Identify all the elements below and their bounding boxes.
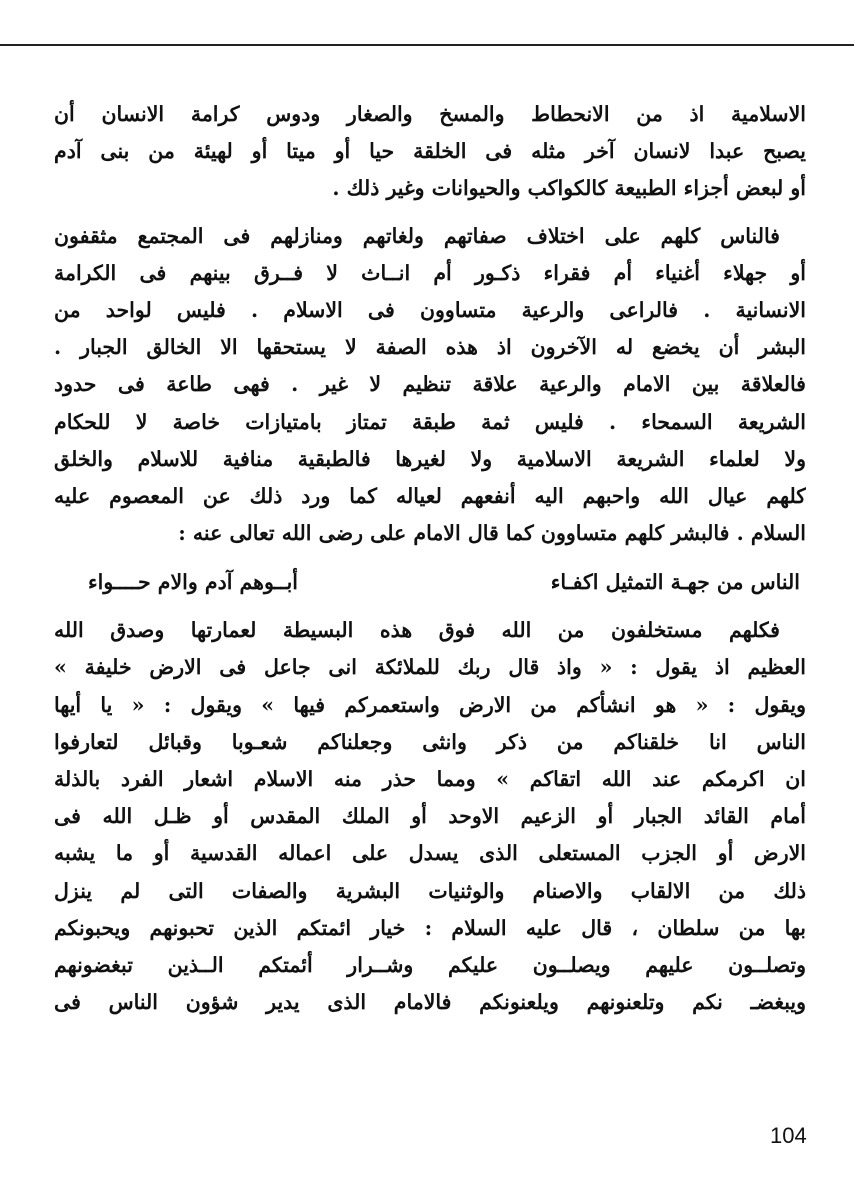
text-line: أو جهلاء أغنياء أم فقراء ذكـور أم انــاث لا فــرق بينهم فى الكرامة <box>54 260 806 285</box>
paragraph-1 <box>54 96 806 208</box>
text-line: الارض أو الجزب المستعلى الذى يسدل على اعماله القدسية أو ما يشبه <box>54 841 806 866</box>
paragraph-gap <box>54 208 806 218</box>
text-line: العظيم اذ يقول : « واذ قال ربك للملائكة انى جاعل فى الارض خليفة » <box>54 655 806 680</box>
text-line: السلام . فالبشر كلهم متساوون كما قال الامام على رضى الله تعالى عنه : <box>178 521 806 546</box>
text-line: أو لبعض أجزاء الطبيعة كالكواكب والحيوانات وغير ذلك . <box>332 176 806 201</box>
paragraph-3 <box>54 612 806 1021</box>
text-line: الانسانية . فالراعى والرعية متساوون فى الاسلام . فليس لواحد من <box>54 297 806 322</box>
text-line: الشريعة السمحاء . فليس ثمة طبقة تمتاز بامتيازات خاصة لا للحكام <box>54 409 806 434</box>
text-line: ولا لعلماء الشريعة الاسلامية ولا لغيرها فالطبقية منافية للاسلام والخلق <box>54 446 806 471</box>
header-rule <box>0 44 854 46</box>
text-line: ذلك من الالقاب والاصنام والوثنيات البشرية والصفات التى لم ينزل <box>54 878 806 903</box>
text-line: الناس انا خلقناكم من ذكر وانثى وجعلناكم شعـوبا وقبائل لتعارفوا <box>54 729 806 754</box>
text-line: أمام القائد الجبار أو الزعيم الاوحد أو الملك المقدس أو ظـل الله فى <box>54 804 806 829</box>
text-line: كلهم عيال الله واحبهم اليه أنفعهم لعياله كما ورد ذلك عن المعصوم عليه <box>54 483 806 508</box>
text-line: ان اكرمكم عند الله اتقاكم » ومما حذر منه الاسلام اشعار الفرد بالذلة <box>54 767 806 791</box>
page-number: 104 <box>770 1123 807 1148</box>
text-line: فالناس كلهم على اختلاف صفاتهم ولغاتهم ومنازلهم فى المجتمع مثقفون <box>54 223 780 248</box>
text-line: يصبح عبدا لانسان آخر مثله فى الخلقة حيا أو ميتا أو لهيئة من بنى آدم <box>54 139 806 164</box>
text-line: فكلهم مستخلفون من الله فوق هذه البسيطة لعمارتها وصدق الله <box>54 618 780 643</box>
paragraph-gap <box>54 552 806 562</box>
text-line: البشر أن يخضع له الآخرون اذ هذه الصفة لا يستحقها الا الخالق الجبار . <box>54 335 806 360</box>
poem-second-hemistich: أبــوهم آدم والام حــــواء <box>88 570 298 595</box>
text-line: ويبغضـ نكم وتلعنونهم ويلعنونكم فالامام الذى يدير شؤون الناس فى <box>54 990 806 1015</box>
text-line: بها من سلطان ، قال عليه السلام : خيار ائمتكم الذين تحبونهم ويحبونكم <box>54 915 806 940</box>
text-line: فالعلاقة بين الامام والرعية علاقة تنظيم لا غير . فهى طاعة فى حدود <box>54 372 806 397</box>
text-line: ويقول : « هو انشأكم من الارض واستعمركم فيها » ويقول : « يا أيها <box>54 692 806 717</box>
text-line: الاسلامية اذ من الانحطاط والمسخ والصغار ودوس كرامة الانسان أن <box>54 102 806 126</box>
poem-verse <box>54 562 806 602</box>
text-line: وتصلــون عليهم ويصلــون عليكم وشــرار أئمتكم الــذين تبغضونهم <box>54 952 806 977</box>
paragraph-gap <box>54 602 806 612</box>
paragraph-2 <box>54 218 806 553</box>
page-body <box>54 96 806 1021</box>
poem-first-hemistich: الناس من جهـة التمثيل اكفـاء <box>550 570 800 595</box>
